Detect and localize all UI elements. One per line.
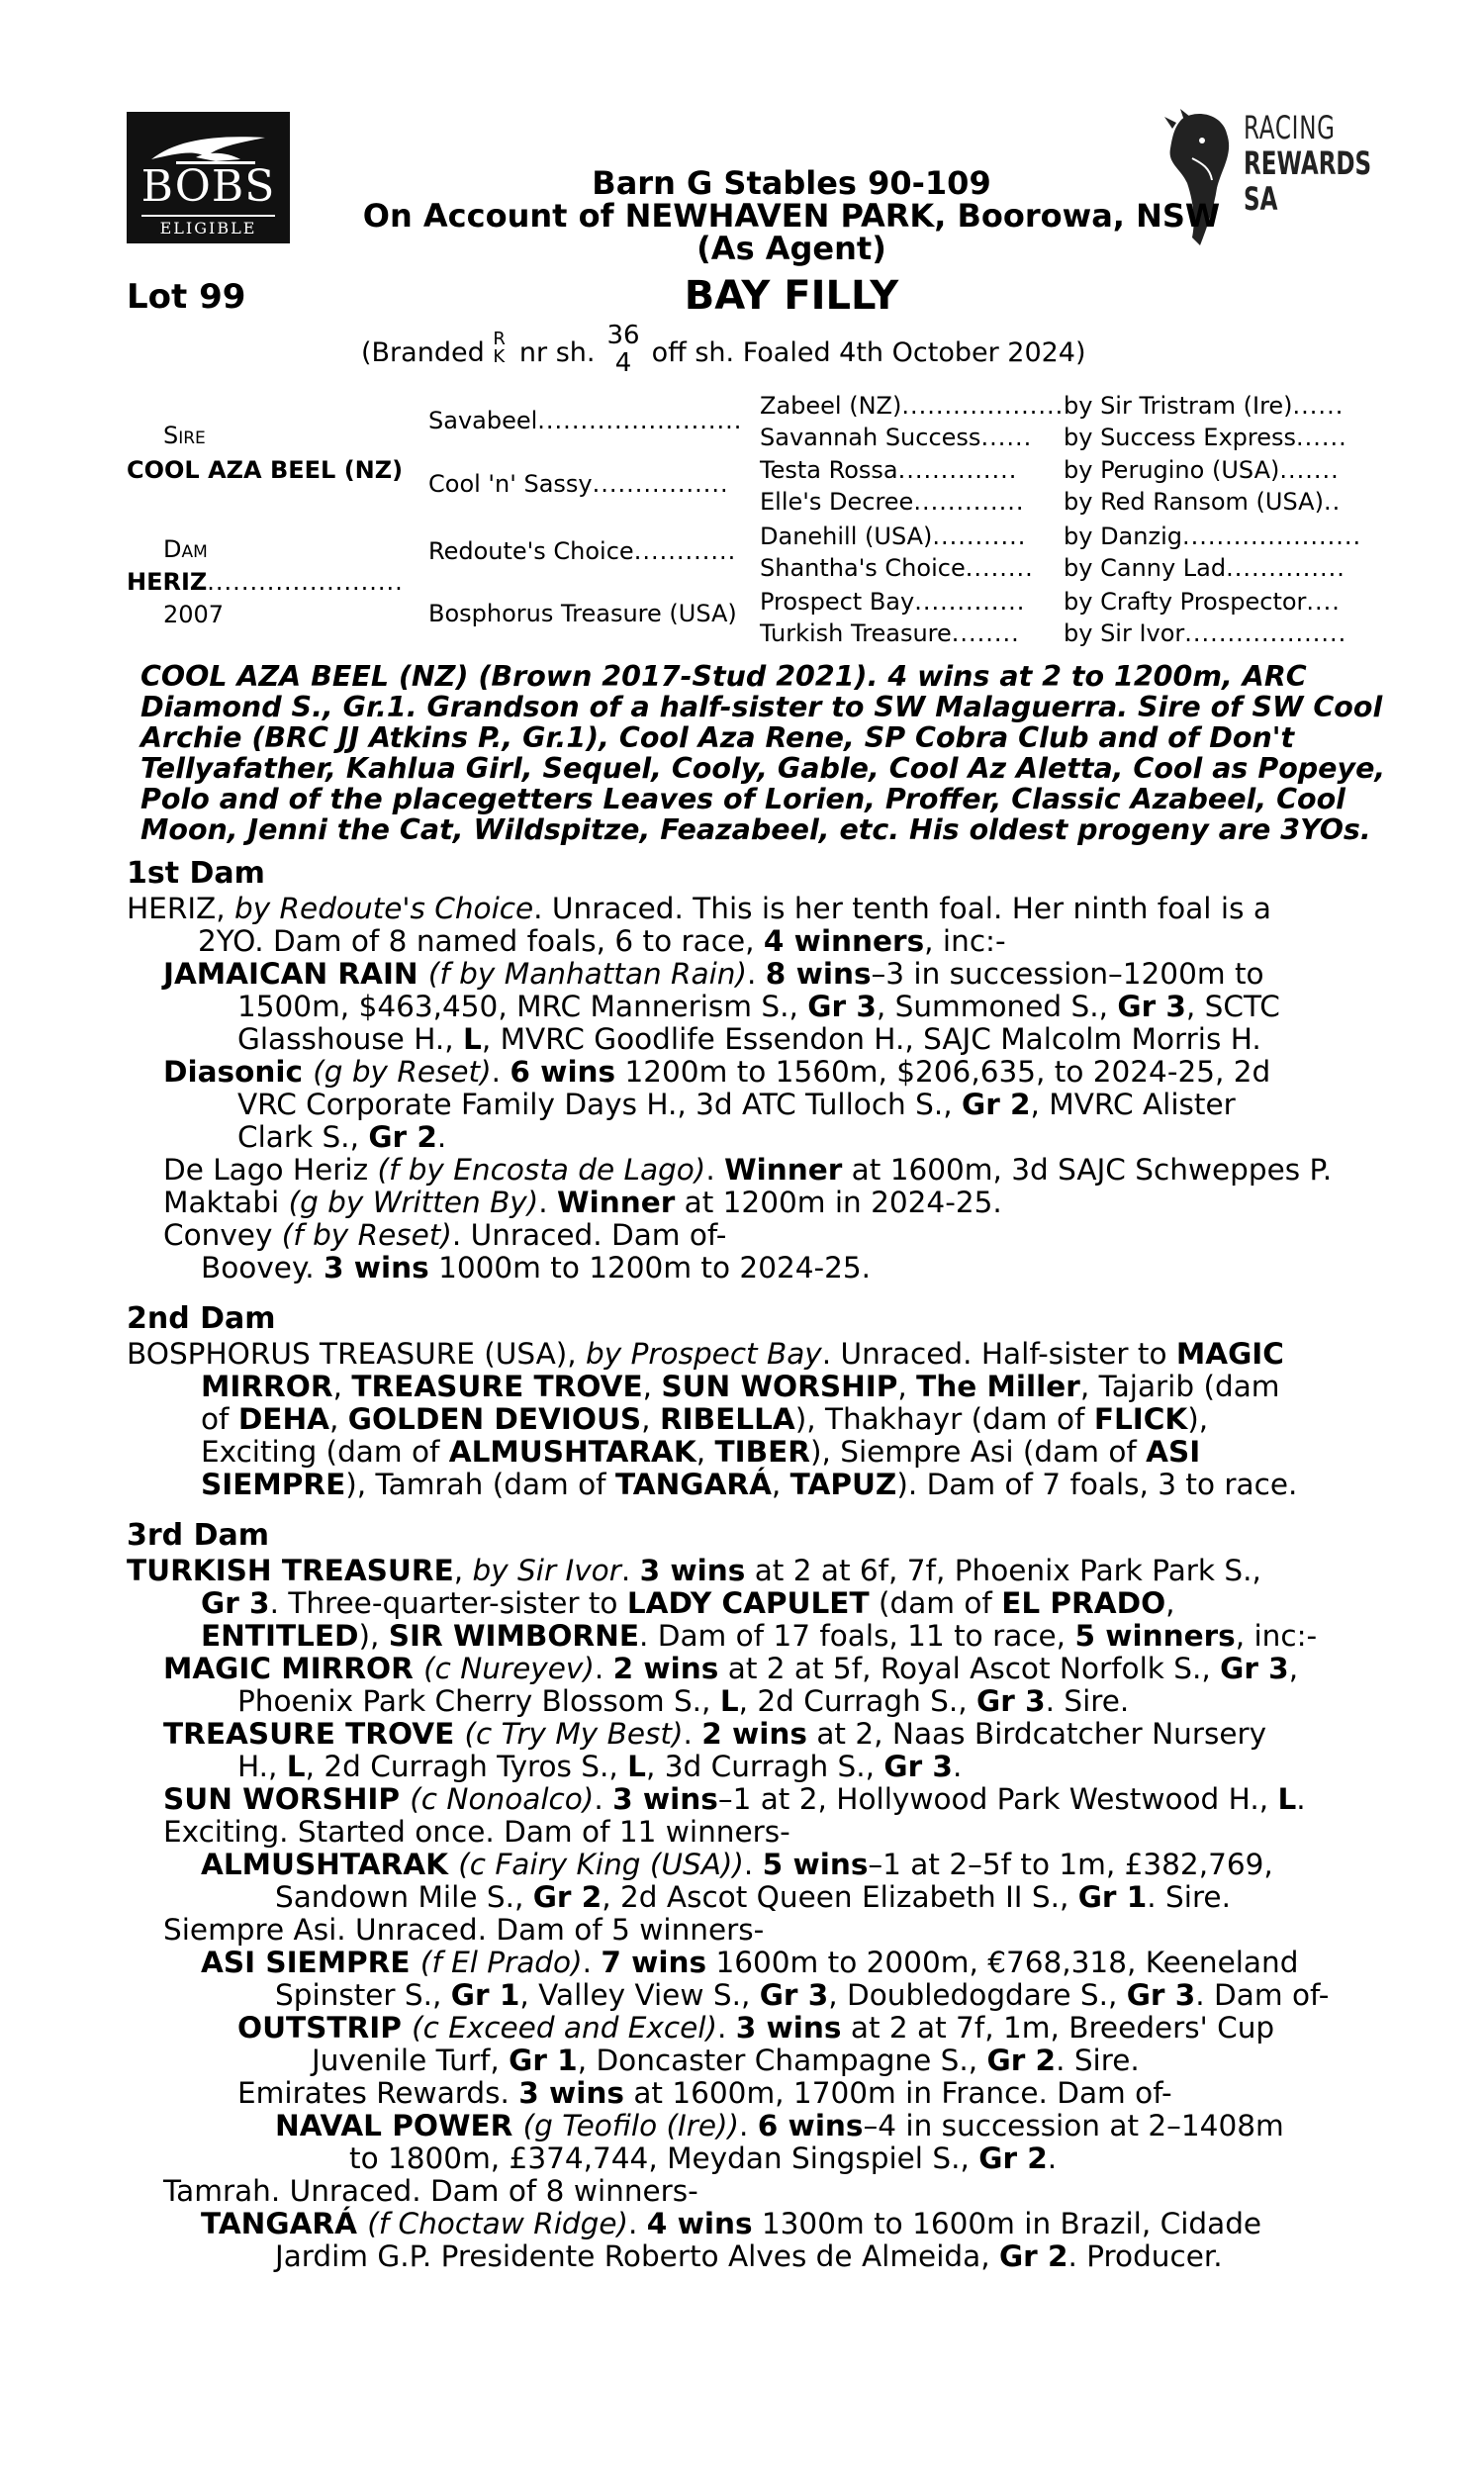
text: 3 wins <box>639 1554 746 1587</box>
text: . Dam of- <box>1195 1978 1330 2012</box>
text: . Dam of 17 foals, 11 to race, <box>638 1619 1075 1653</box>
text: . <box>716 2011 736 2045</box>
text: (c Exceed and Excel) <box>412 2011 717 2045</box>
bobs-logo-subtext: ELIGIBLE <box>159 219 257 238</box>
text: MAGIC MIRROR <box>163 1652 424 1685</box>
pedigree-gen3-item: Zabeel (NZ)................... <box>760 392 1065 420</box>
progeny-line <box>237 1088 1236 1121</box>
text: at 2, Naas Birdcatcher Nursery <box>806 1717 1267 1751</box>
text: –1 at 2, Hollywood Park Westwood H., <box>717 1782 1278 1816</box>
text: 8 wins <box>765 957 872 991</box>
dam-line <box>201 1468 1297 1501</box>
text: TREASURE TROVE <box>163 1717 465 1751</box>
text: . <box>739 2109 758 2142</box>
sire-description-line: COOL AZA BEEL (NZ) (Brown 2017-Stud 2021). 4 wins at 2 to 1200m, ARC <box>140 660 1307 693</box>
text: Gr 2 <box>978 2141 1048 2175</box>
text: Maktabi <box>163 1186 289 1219</box>
text: , <box>696 1435 715 1469</box>
text: ENTITLED <box>201 1619 359 1653</box>
text: Gr 2 <box>998 2239 1068 2273</box>
dam-line <box>201 1435 1200 1469</box>
pedigree-gen4-item: by Red Ransom (USA).. <box>1064 488 1342 516</box>
text: 2 wins <box>612 1652 719 1685</box>
brand-mark-bottom: K <box>493 346 506 367</box>
text: Sandown Mile S., <box>275 1880 533 1914</box>
text: , 3d Curragh S., <box>645 1750 884 1783</box>
text: Jardim G.P. Presidente Roberto Alves de Almeida, <box>275 2239 999 2273</box>
text: LADY CAPULET <box>626 1586 870 1620</box>
dam-line <box>127 892 1271 925</box>
barn-stables: Barn G Stables 90-109 <box>592 164 991 202</box>
text: , Doncaster Champagne S., <box>577 2044 987 2077</box>
text: at 1600m, 1700m in France. Dam of- <box>623 2076 1172 2110</box>
text: . <box>747 957 766 991</box>
text: ), Siempre Asi (dam of <box>809 1435 1147 1469</box>
dam-line <box>201 1586 1175 1620</box>
gen4-name: by Canny Lad <box>1064 554 1227 582</box>
text: JAMAICAN RAIN <box>163 957 428 991</box>
text: at 1600m, 3d SAJC Schweppes P. <box>842 1153 1333 1187</box>
text: SIR WIMBORNE <box>388 1619 639 1653</box>
gen4-name: by Sir Ivor <box>1064 619 1185 647</box>
gen4-name: by Success Express <box>1064 424 1297 451</box>
section-heading-1st-dam: 1st Dam <box>127 856 265 891</box>
dam-line <box>201 1402 1208 1436</box>
section-heading-2nd-dam: 2nd Dam <box>127 1301 276 1336</box>
text: (f Choctaw Ridge) <box>367 2207 629 2240</box>
text: 1300m to 1600m in Brazil, Cidade <box>752 2207 1262 2240</box>
pedigree-gen2-item: Redoute's Choice............ <box>428 537 737 565</box>
brand-number-bottom: 4 <box>614 348 632 378</box>
text: (f by Encosta de Lago) <box>377 1153 706 1187</box>
progeny-line <box>163 1186 1002 1219</box>
pedigree-gen3-item: Testa Rossa.............. <box>760 456 1018 484</box>
text: RIBELLA <box>659 1402 795 1436</box>
text: . <box>538 1186 558 1219</box>
text: ), <box>1187 1402 1209 1436</box>
text: (f by Manhattan Rain) <box>427 957 748 991</box>
text: Glasshouse H., <box>237 1022 464 1056</box>
text: L <box>286 1750 306 1783</box>
text: , Doubledogdare S., <box>828 1978 1127 2012</box>
pedigree-gen4-item: by Danzig..................... <box>1064 523 1362 550</box>
text: , 2d Curragh Tyros S., <box>305 1750 628 1783</box>
text: Gr 2 <box>532 1880 603 1914</box>
gen3-name: Zabeel (NZ) <box>760 392 902 420</box>
text: at 2 at 6f, 7f, Phoenix Park Park S., <box>745 1554 1261 1587</box>
bobs-logo-text: BOBS <box>140 161 276 212</box>
text: . <box>620 1554 640 1587</box>
progeny-line <box>312 2044 1140 2077</box>
pedigree-gen4-item: by Perugino (USA)....... <box>1064 456 1340 484</box>
text: , <box>332 1370 352 1403</box>
text: DEHA <box>237 1402 329 1436</box>
progeny-line: Exciting. Started once. Dam of 11 winners- <box>163 1815 790 1849</box>
text: De Lago Heriz <box>163 1153 378 1187</box>
progeny-line <box>237 2011 1274 2045</box>
progeny-line <box>201 1848 1273 1881</box>
text: . <box>628 2207 647 2240</box>
sire-description-line: Moon, Jenni the Cat, Wildspitze, Feazabeel, etc. His oldest progeny are 3YOs. <box>140 813 1371 846</box>
progeny-line <box>275 2239 1223 2273</box>
dam-line <box>127 1554 1261 1587</box>
brand-mark <box>493 329 510 370</box>
progeny-line <box>163 1153 1332 1187</box>
text: (c Nonoalco) <box>410 1782 595 1816</box>
text: 1600m to 2000m, €768,318, Keeneland <box>706 1946 1299 1979</box>
text: . Three-quarter-sister to <box>269 1586 627 1620</box>
progeny-line <box>275 1880 1231 1914</box>
pedigree-gen4-item: by Crafty Prospector.... <box>1064 588 1341 616</box>
text: , inc:- <box>924 924 1006 958</box>
text: ), Tamrah (dam of <box>345 1468 615 1501</box>
pedigree-gen3-item: Danehill (USA)........... <box>760 523 1027 550</box>
dam-line <box>198 924 1006 958</box>
text: . Producer. <box>1067 2239 1223 2273</box>
text: Gr 1 <box>509 2044 578 2077</box>
dam-line <box>201 1370 1280 1403</box>
text: . <box>1047 2141 1058 2175</box>
text: , <box>1288 1652 1299 1685</box>
text: Spinster S., <box>275 1978 451 2012</box>
text: L <box>719 1684 739 1718</box>
text: (g by Written By) <box>288 1186 539 1219</box>
brand-prefix: (Branded <box>361 337 485 368</box>
sire-description-line: Tellyafather, Kahlua Girl, Sequel, Cooly, Gable, Cool Az Aletta, Cool as Popeye, <box>140 752 1386 785</box>
progeny-line <box>163 1218 726 1252</box>
text: SUN WORSHIP <box>661 1370 898 1403</box>
text: Gr 3 <box>1126 1978 1196 2012</box>
text: 3 wins <box>612 1782 718 1816</box>
pedigree-gen4-item: by Sir Ivor................... <box>1064 619 1347 647</box>
page-title: BAY FILLY <box>684 273 899 319</box>
text: , inc:- <box>1235 1619 1318 1653</box>
text: Gr 3 <box>883 1750 953 1783</box>
text: 5 winners <box>1074 1619 1236 1653</box>
progeny-line <box>237 1750 962 1783</box>
text: at 1200m in 2024-25. <box>675 1186 1002 1219</box>
text: OUTSTRIP <box>237 2011 413 2045</box>
text: TIBER <box>714 1435 810 1469</box>
text: . <box>436 1120 447 1154</box>
gen4-name: by Sir Tristram (Ire) <box>1064 392 1293 420</box>
progeny-line <box>237 2076 1172 2110</box>
dam-line <box>201 1619 1317 1653</box>
text: Winner <box>724 1153 843 1187</box>
text: (c Try My Best) <box>464 1717 684 1751</box>
text: SUN WORSHIP <box>163 1782 411 1816</box>
text: at 2 at 5f, Royal Ascot Norfolk S., <box>718 1652 1221 1685</box>
brand-line <box>361 321 1086 378</box>
lot-number: Lot 99 <box>127 277 246 317</box>
brand-near-side: nr sh. <box>518 337 596 368</box>
text: . <box>743 1848 763 1881</box>
text: L <box>1277 1782 1297 1816</box>
text: TAPUZ <box>789 1468 897 1501</box>
text: Gr 2 <box>986 2044 1057 2077</box>
gen3-name: Danehill (USA) <box>760 523 933 550</box>
pedigree-gen3-item: Turkish Treasure........ <box>760 619 1020 647</box>
gen4-name: by Danzig <box>1064 523 1182 550</box>
text: TANGARÁ <box>201 2207 368 2240</box>
progeny-line <box>275 2109 1284 2142</box>
text: Emirates Rewards. <box>237 2076 519 2110</box>
progeny-line <box>163 1652 1298 1685</box>
dam-name-line: HERIZ....................... <box>127 568 404 596</box>
text: . <box>582 1946 602 1979</box>
pedigree-gen3-item: Shantha's Choice........ <box>760 554 1034 582</box>
progeny-line <box>163 1717 1266 1751</box>
text: , Tajarib (dam <box>1079 1370 1280 1403</box>
progeny-line <box>201 2207 1261 2240</box>
text: (f by Reset) <box>281 1218 452 1252</box>
text: Gr 3 <box>1117 990 1186 1023</box>
text: Gr 3 <box>1220 1652 1289 1685</box>
sire-description-line: Diamond S., Gr.1. Grandson of a half-sister to SW Malaguerra. Sire of SW Cool <box>140 691 1383 723</box>
text: (c Nureyev) <box>423 1652 595 1685</box>
brand-number-top: 36 <box>606 321 640 350</box>
text: TREASURE TROVE <box>351 1370 643 1403</box>
pedigree-gen3-item: Prospect Bay............. <box>760 588 1026 616</box>
rrsa-text-sa: SA <box>1244 180 1278 218</box>
progeny-line <box>237 1684 1129 1718</box>
text: . <box>683 1717 702 1751</box>
text: (g by Reset) <box>313 1055 492 1089</box>
text: . <box>1296 1782 1306 1816</box>
text: by Prospect Bay <box>586 1337 822 1371</box>
text: Gr 3 <box>759 1978 829 2012</box>
dam-label: Dam <box>163 535 208 563</box>
gen4-name: by Red Ransom (USA) <box>1064 488 1324 516</box>
text: EL PRADO <box>1001 1586 1166 1620</box>
text: ). Dam of 7 foals, 3 to race. <box>896 1468 1298 1501</box>
progeny-line <box>237 1120 446 1154</box>
text: , MVRC Alister <box>1030 1088 1236 1121</box>
dam-line <box>127 1337 1284 1371</box>
pedigree-gen2-item: Savabeel........................ <box>428 407 743 434</box>
vendor-account: On Account of NEWHAVEN PARK, Boorowa, NSW <box>362 197 1221 235</box>
progeny-line <box>275 1978 1329 2012</box>
text: ALMUSHTARAK <box>448 1435 696 1469</box>
bobs-logo-rule <box>141 215 275 217</box>
text: SIEMPRE <box>201 1468 346 1501</box>
gen3-name: Shantha's Choice <box>760 554 966 582</box>
brand-suffix: off sh. Foaled 4th October 2024) <box>651 337 1086 368</box>
text: 1000m to 1200m to 2024-25. <box>428 1251 872 1285</box>
text: , 2d Curragh S., <box>738 1684 977 1718</box>
text: (g Teofilo (Ire)) <box>522 2109 739 2142</box>
text: . <box>491 1055 510 1089</box>
text: NAVAL POWER <box>275 2109 523 2142</box>
sire-description-line: Polo and of the placegetters Leaves of Lorien, Proffer, Classic Azabeel, Cool <box>140 783 1345 815</box>
text: 2 wins <box>701 1717 807 1751</box>
text: (dam of <box>869 1586 1002 1620</box>
text: Diasonic <box>163 1055 314 1089</box>
text: Winner <box>557 1186 676 1219</box>
text: FLICK <box>1093 1402 1188 1436</box>
pedigree-gen2-item: Bosphorus Treasure (USA) <box>428 600 737 627</box>
text: , <box>642 1370 662 1403</box>
progeny-line <box>237 990 1280 1023</box>
pedigree-gen3-item: Savannah Success...... <box>760 424 1033 451</box>
text: 5 wins <box>762 1848 869 1881</box>
text: –1 at 2–5f to 1m, £382,769, <box>868 1848 1273 1881</box>
gen3-name: Savannah Success <box>760 424 981 451</box>
text: . Sire. <box>1147 1880 1231 1914</box>
text: TANGARÁ <box>614 1468 772 1501</box>
text: 3 wins <box>518 2076 624 2110</box>
progeny-line <box>349 2141 1057 2175</box>
text: ), Thakhayr (dam of <box>794 1402 1094 1436</box>
sire-name: COOL AZA BEEL (NZ) <box>127 456 404 484</box>
progeny-line <box>163 1782 1306 1816</box>
sire-label: Sire <box>163 422 206 449</box>
gen3-name: Testa Rossa <box>760 456 898 484</box>
text: L <box>627 1750 646 1783</box>
text: to 1800m, £374,744, Meydan Singspiel S., <box>349 2141 979 2175</box>
text: , SCTC <box>1185 990 1280 1023</box>
progeny-line <box>201 1946 1298 1979</box>
gen4-name: by Perugino (USA) <box>1064 456 1280 484</box>
text: . <box>705 1153 725 1187</box>
text: TURKISH TREASURE <box>127 1554 454 1587</box>
text: The Miller <box>916 1370 1080 1403</box>
dam-name: HERIZ <box>127 568 208 596</box>
text: Phoenix Park Cherry Blossom S., <box>237 1684 720 1718</box>
text: . Unraced. Half-sister to <box>821 1337 1176 1371</box>
progeny-line <box>237 1022 1261 1056</box>
text: ASI SIEMPRE <box>201 1946 420 1979</box>
text: . Sire. <box>1056 2044 1140 2077</box>
text: MAGIC <box>1175 1337 1284 1371</box>
text: –3 in succession–1200m to <box>871 957 1264 991</box>
text: at 2 at 7f, 1m, Breeders' Cup <box>841 2011 1275 2045</box>
pedigree-gen4-item: by Sir Tristram (Ire)...... <box>1064 392 1345 420</box>
gen3-name: Elle's Decree <box>760 488 914 516</box>
text: –4 in succession at 2–1408m <box>863 2109 1284 2142</box>
text: , <box>641 1402 660 1436</box>
text: Gr 2 <box>961 1088 1031 1121</box>
text: by Sir Ivor <box>472 1554 621 1587</box>
brand-number <box>603 321 643 378</box>
text: ALMUSHTARAK <box>201 1848 459 1881</box>
text: Gr 2 <box>368 1120 437 1154</box>
text: . <box>952 1750 963 1783</box>
text: 6 wins <box>757 2109 864 2142</box>
text: Gr 1 <box>450 1978 520 2012</box>
text: Clark S., <box>237 1120 369 1154</box>
text: , <box>897 1370 917 1403</box>
brand-mark-top: R <box>493 329 506 349</box>
text: , 2d Ascot Queen Elizabeth II S., <box>602 1880 1078 1914</box>
text: GOLDEN DEVIOUS <box>347 1402 642 1436</box>
text: BOSPHORUS TREASURE (USA), <box>127 1337 587 1371</box>
progeny-line: Siempre Asi. Unraced. Dam of 5 winners- <box>163 1913 765 1947</box>
text: , <box>328 1402 348 1436</box>
text: by Redoute's Choice <box>233 892 534 925</box>
text: 7 wins <box>601 1946 707 1979</box>
text: . Unraced. Dam of- <box>451 1218 727 1252</box>
text: 1200m to 1560m, $206,635, to 2024-25, 2d <box>615 1055 1271 1089</box>
text: , <box>771 1468 790 1501</box>
text: ), <box>358 1619 389 1653</box>
text: VRC Corporate Family Days H., 3d ATC Tulloch S., <box>237 1088 962 1121</box>
pedigree-gen4-item: by Success Express...... <box>1064 424 1347 451</box>
text: Exciting (dam of <box>201 1435 449 1469</box>
text: , Summoned S., <box>876 990 1118 1023</box>
progeny-line <box>163 957 1264 991</box>
text: (c Fairy King (USA)) <box>458 1848 744 1881</box>
text: , <box>1165 1586 1175 1620</box>
text: , MVRC Goodlife Essendon H., SAJC Malcolm Morris H. <box>481 1022 1261 1056</box>
gen2-name: Savabeel <box>428 407 538 434</box>
text: 1500m, $463,450, MRC Mannerism S., <box>237 990 808 1023</box>
gen2-name: Redoute's Choice <box>428 537 634 565</box>
rrsa-text-racing: RACING <box>1244 109 1336 146</box>
gen4-name: by Crafty Prospector <box>1064 588 1307 616</box>
text: H., <box>237 1750 287 1783</box>
text: . <box>594 1782 613 1816</box>
text: (f El Prado) <box>419 1946 583 1979</box>
text: HERIZ, <box>127 892 234 925</box>
gen3-name: Turkish Treasure <box>760 619 952 647</box>
text: Juvenile Turf, <box>312 2044 510 2077</box>
text: 4 wins <box>646 2207 753 2240</box>
text: , Valley View S., <box>519 1978 760 2012</box>
section-heading-3rd-dam: 3rd Dam <box>127 1518 269 1553</box>
text: of <box>201 1402 238 1436</box>
text: Gr 3 <box>807 990 877 1023</box>
text: Boovey. <box>201 1251 324 1285</box>
text: Gr 3 <box>976 1684 1046 1718</box>
text: 6 wins <box>510 1055 616 1089</box>
bobs-eligible-logo <box>127 112 290 243</box>
text: 2YO. Dam of 8 named foals, 6 to race, <box>198 924 764 958</box>
rrsa-text-rewards: REWARDS <box>1244 144 1372 182</box>
progeny-line: Tamrah. Unraced. Dam of 8 winners- <box>163 2174 698 2208</box>
text: 3 wins <box>735 2011 842 2045</box>
progeny-line <box>163 1055 1270 1089</box>
text: 3 wins <box>323 1251 429 1285</box>
pedigree-gen4-item: by Canny Lad.............. <box>1064 554 1345 582</box>
pedigree-gen2-item: Cool 'n' Sassy................ <box>428 470 729 498</box>
text: Gr 3 <box>201 1586 270 1620</box>
progeny-line <box>201 1251 871 1285</box>
text: ASI <box>1146 1435 1201 1469</box>
text: . Sire. <box>1045 1684 1130 1718</box>
gen3-name: Prospect Bay <box>760 588 915 616</box>
sire-description-line: Archie (BRC JJ Atkins P., Gr.1), Cool Aza Rene, SP Cobra Club and of Don't <box>140 721 1295 754</box>
text: . <box>594 1652 613 1685</box>
text: Convey <box>163 1218 282 1252</box>
text: Gr 1 <box>1077 1880 1148 1914</box>
gen2-name: Cool 'n' Sassy <box>428 470 593 498</box>
text: , <box>453 1554 473 1587</box>
text: 4 winners <box>763 924 925 958</box>
text: MIRROR <box>201 1370 333 1403</box>
dam-year: 2007 <box>163 601 225 628</box>
text: L <box>463 1022 482 1056</box>
text: . Unraced. This is her tenth foal. Her ninth foal is a <box>533 892 1271 925</box>
pedigree-gen3-item: Elle's Decree............. <box>760 488 1025 516</box>
as-agent: (As Agent) <box>696 230 886 267</box>
